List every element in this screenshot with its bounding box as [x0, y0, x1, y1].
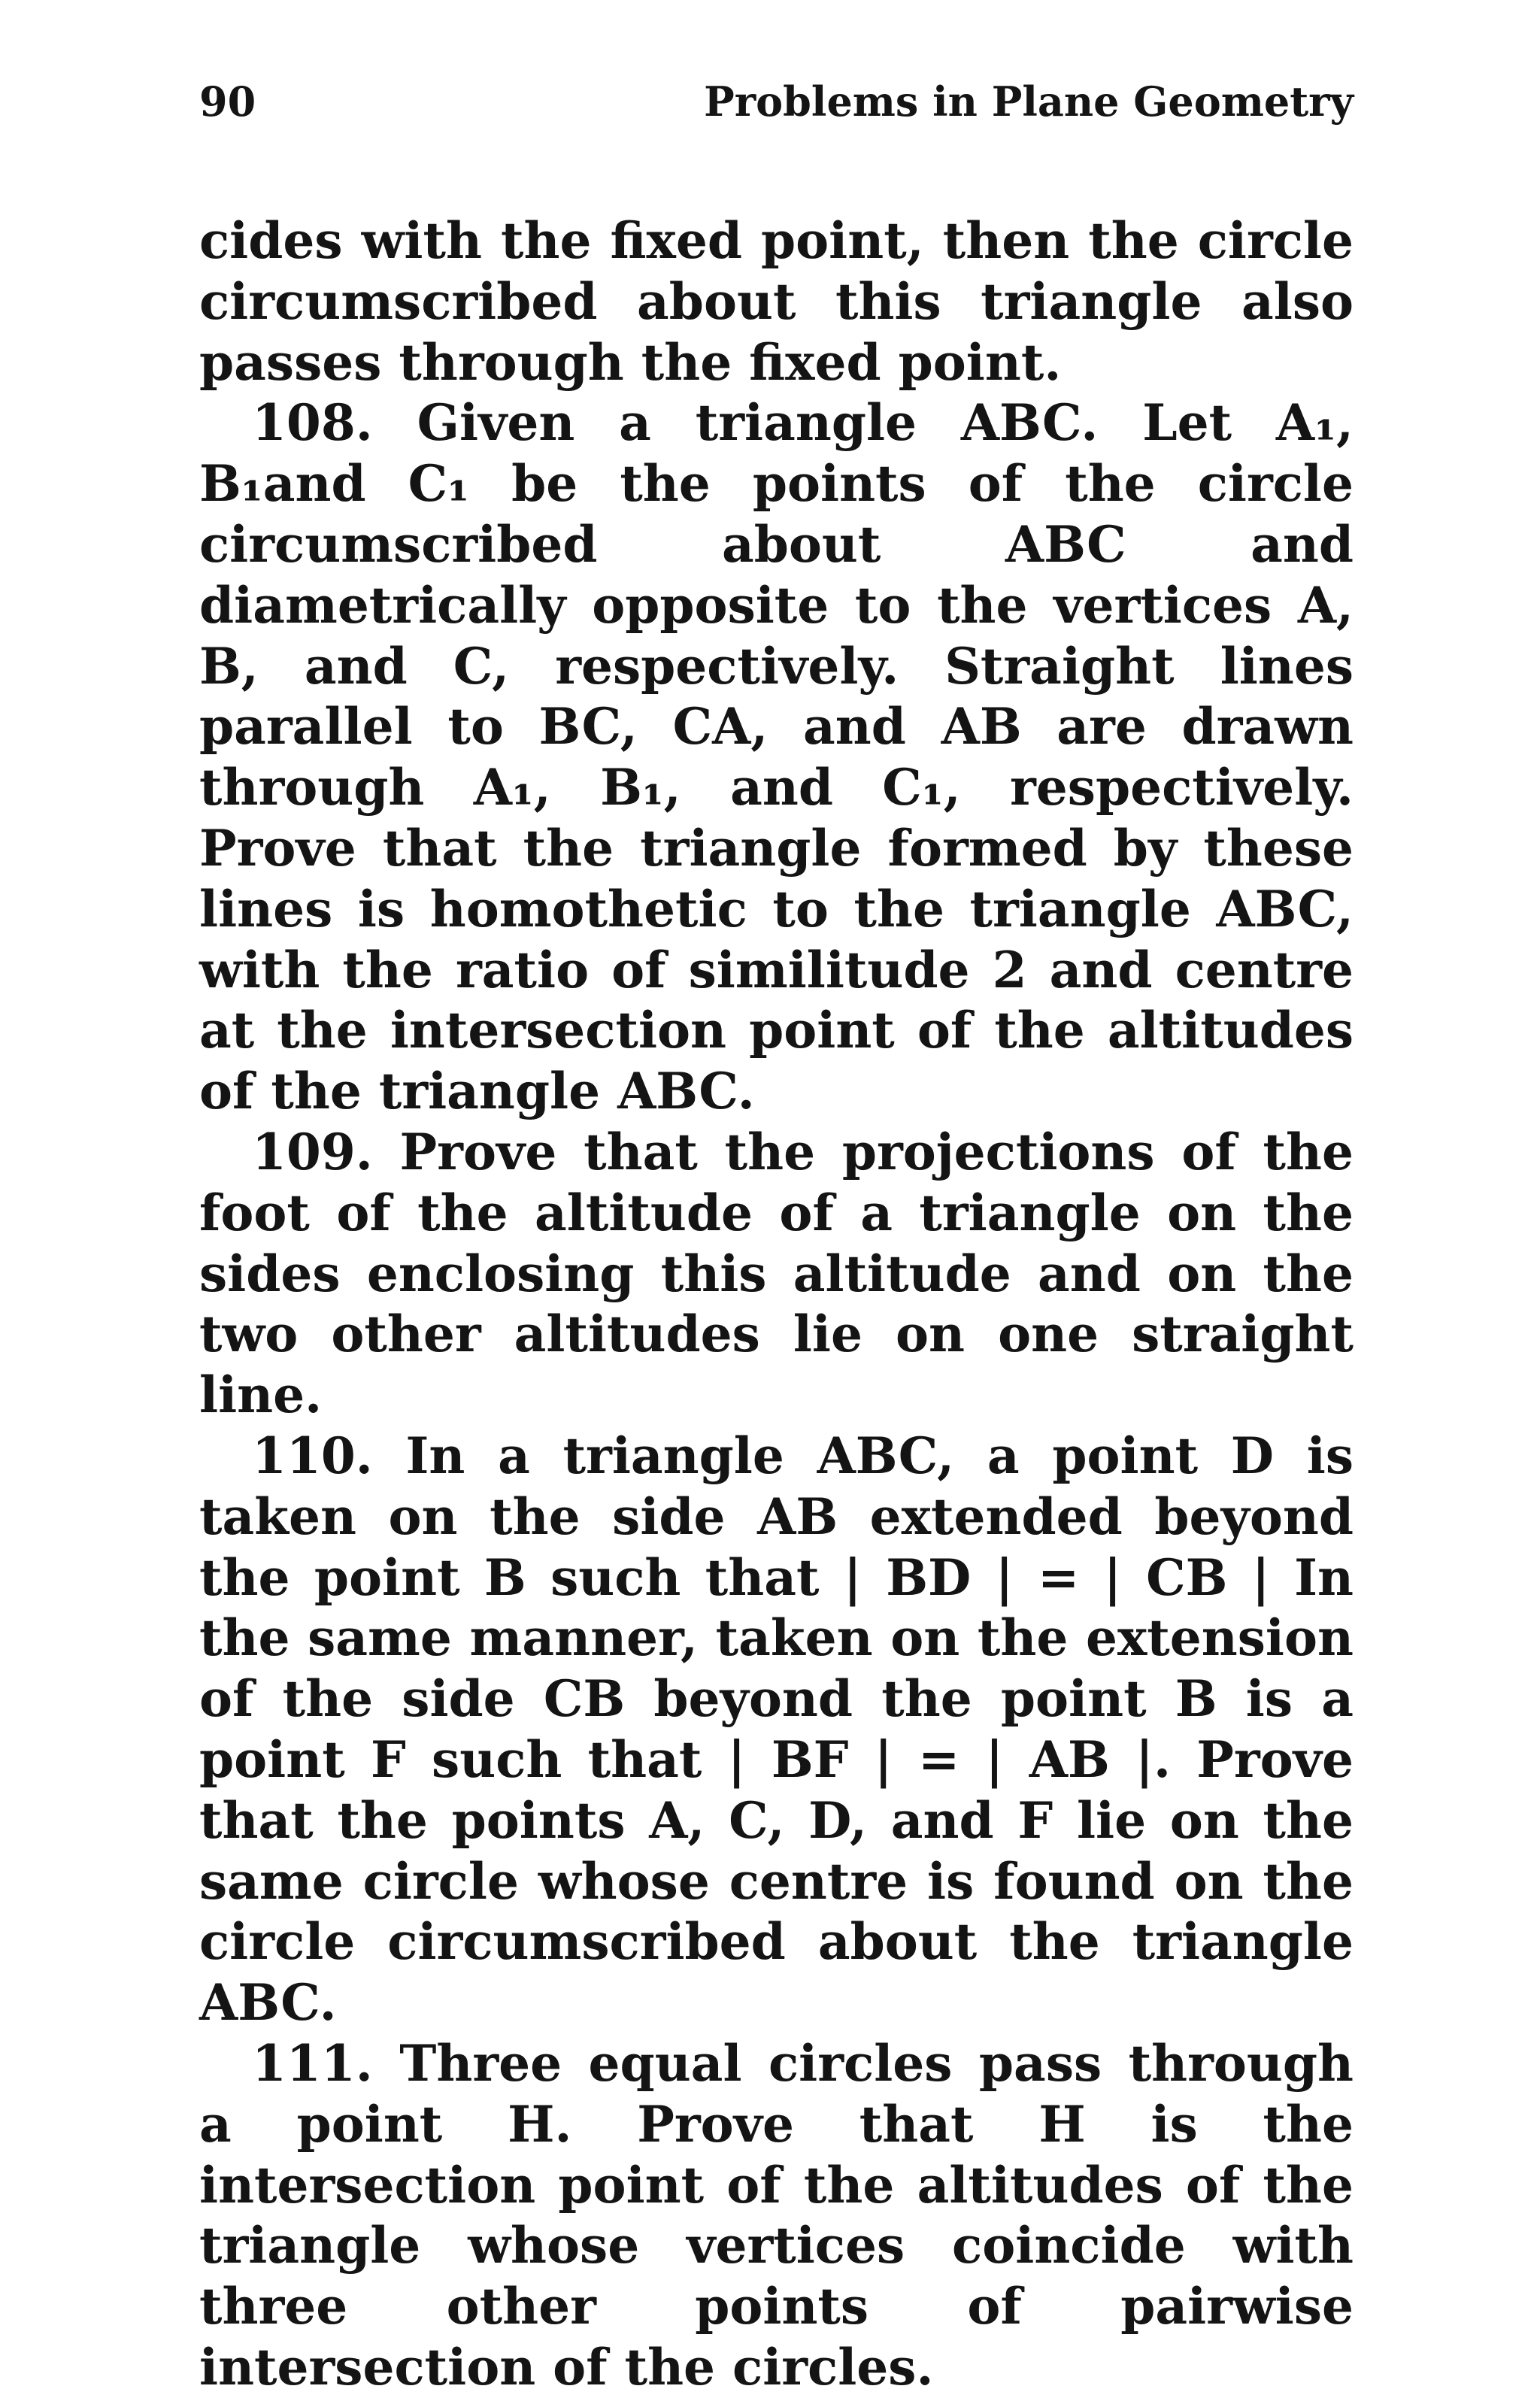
- book-page: [199, 75, 1354, 2398]
- problem-text: Given a triangle ABC. Let A₁, B₁and C₁ be the points of the circle circumscribed about ABC and diametrically opposite to the vertices A, B, and C, respectively. Straight lines parallel to BC, CA, and AB are drawn through A₁, B₁, and C₁, respectively. Prove that the triangle formed by these lines is homothetic to the triangle ABC, with the ratio of similitude 2 and centre at the intersection point of the altitudes of the triangle ABC.: [199, 393, 1354, 1121]
- problem-108: [199, 393, 1354, 1122]
- continued-paragraph: cides with the fixed point, then the circle circumscribed about this triangle also passes through the fixed point.: [199, 211, 1354, 392]
- problem-number: 110.: [252, 1426, 373, 1485]
- running-title: Problems in Plane Geometry: [704, 77, 1354, 126]
- page-body: [199, 211, 1354, 2398]
- problem-number: 109.: [252, 1122, 373, 1181]
- problem-text: Prove that the projections of the foot of the altitude of a triangle on the sides enclosing this altitude and on the two other altitudes lie on one straight line.: [199, 1122, 1354, 1425]
- problem-number: 111.: [252, 2033, 373, 2093]
- problem-number: 108.: [252, 393, 373, 453]
- problem-110: [199, 1426, 1354, 2033]
- problem-111: [199, 2033, 1354, 2398]
- problem-text: In a triangle ABC, a point D is taken on the side AB extended beyond the point B such that | BD | = | CB | In the same manner, taken on the extension of the side CB beyond the point B is a point F such that | BF | = | AB |. Prove that the points A, C, D, and F lie on the same circle whose centre is found on the circle circumscribed about the triangle ABC.: [199, 1426, 1354, 2033]
- page-header: [199, 75, 1354, 128]
- problem-text: Three equal circles pass through a point H. Prove that H is the intersection point of the altitudes of the triangle whose vertices coincide with three other points of pairwise intersection of the circles.: [199, 2033, 1354, 2396]
- problem-109: [199, 1122, 1354, 1426]
- page-number: 90: [199, 77, 256, 126]
